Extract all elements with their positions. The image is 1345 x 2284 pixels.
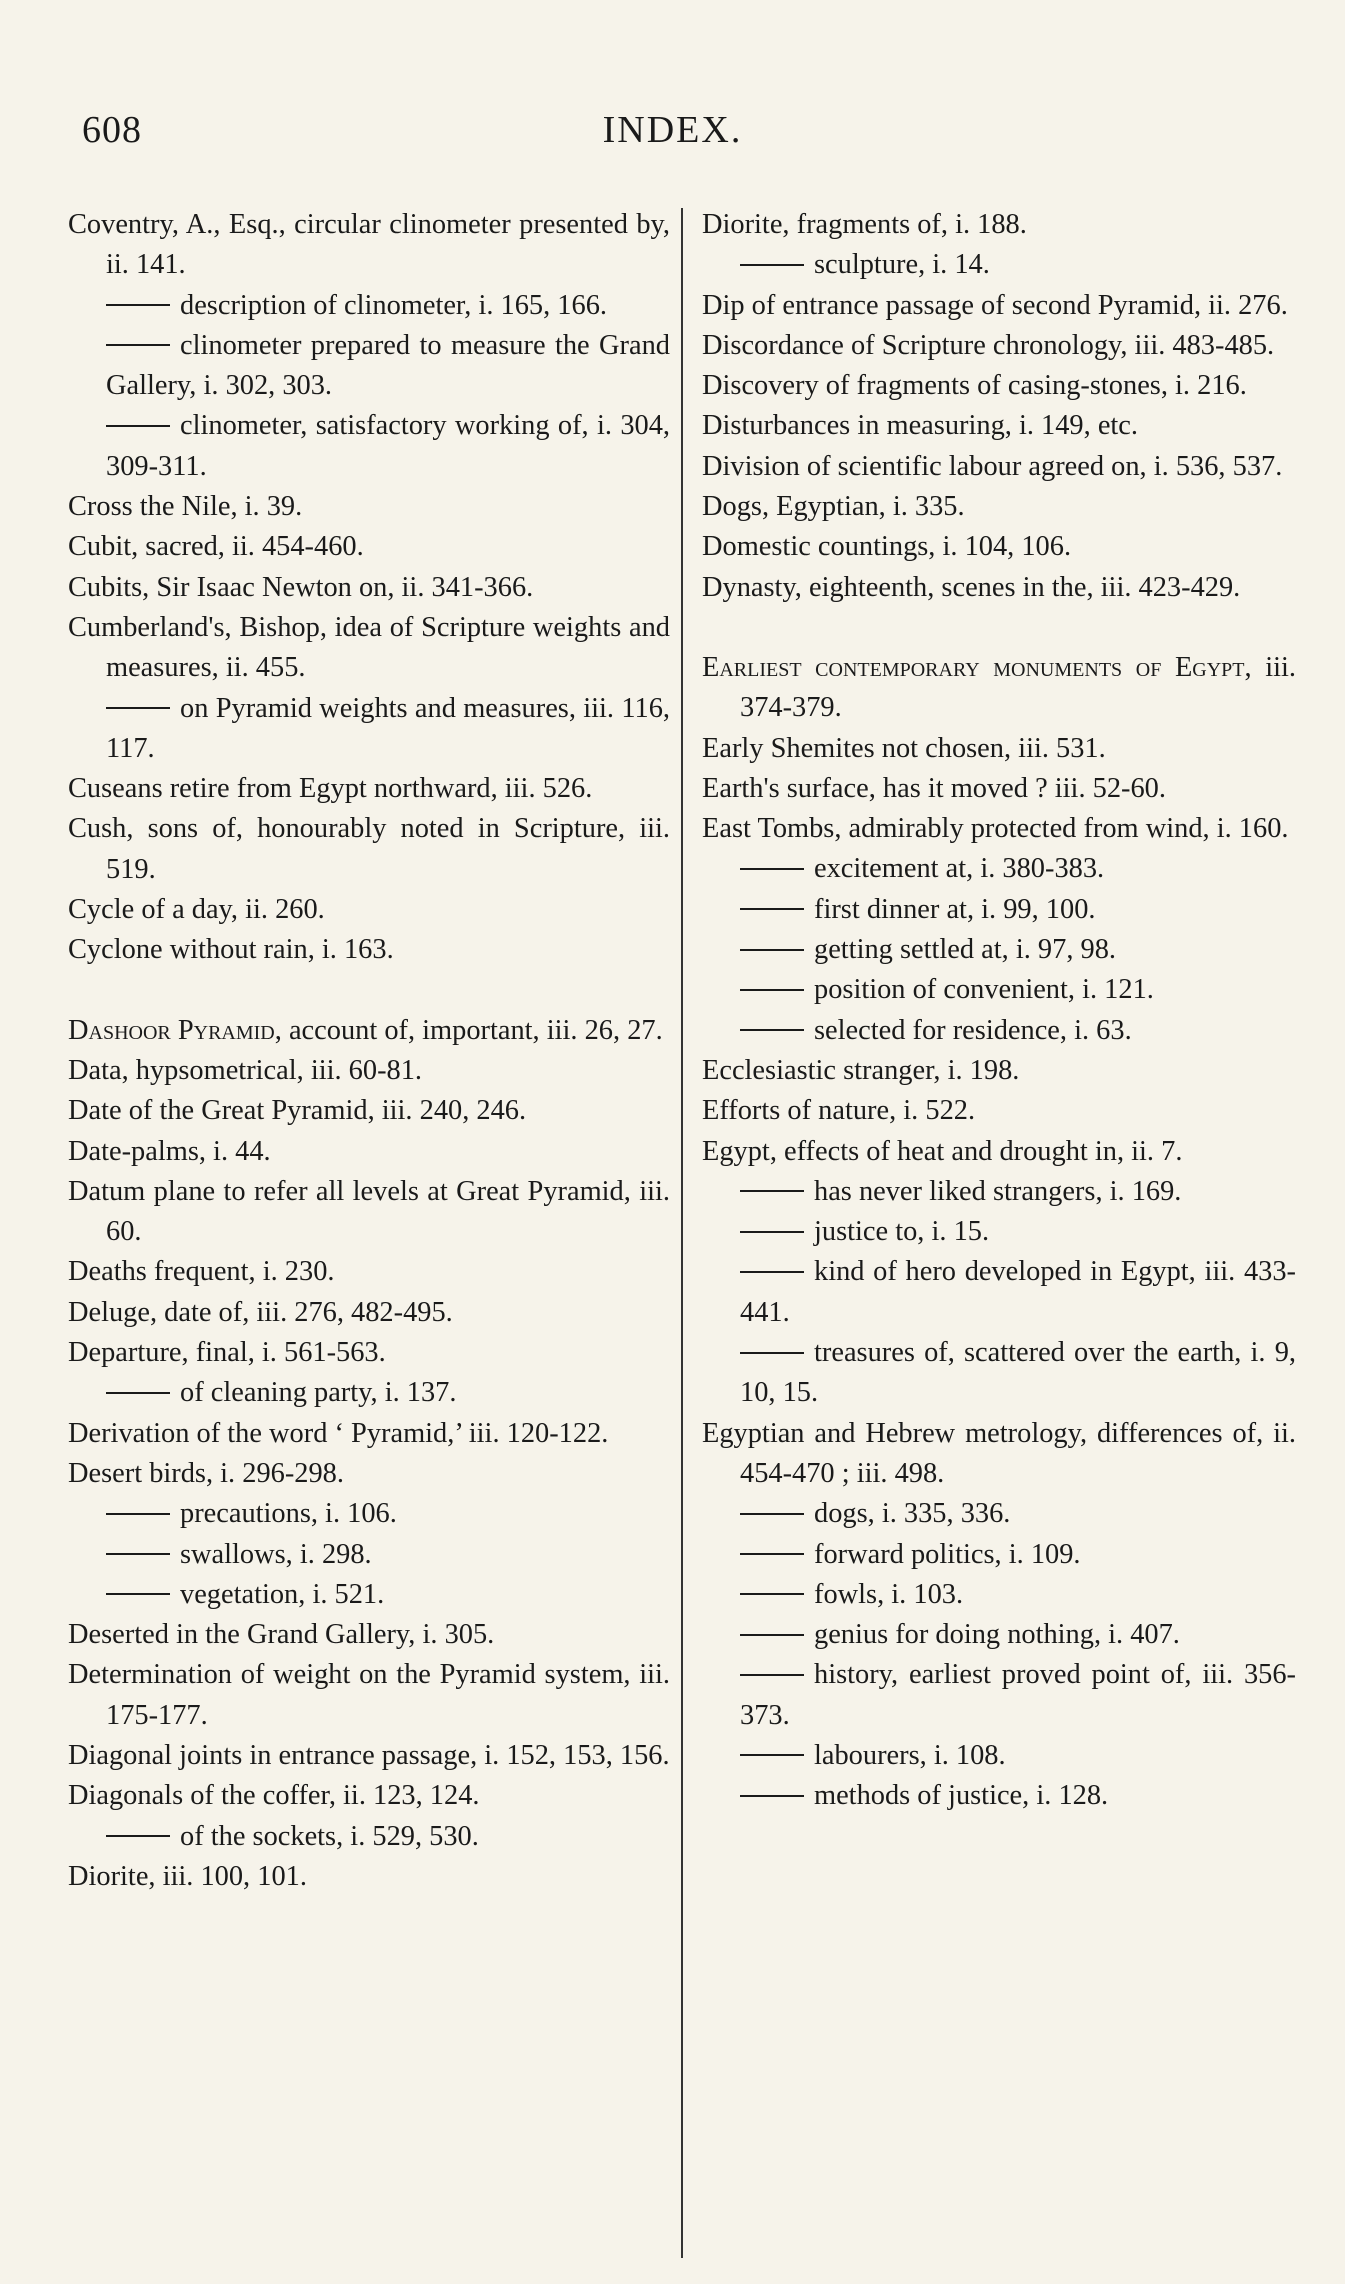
entry-text: Diagonals of the coffer, ii. 123, 124.: [68, 1780, 480, 1812]
index-entry: [702, 648, 1296, 729]
entry-text: of cleaning party, i. 137.: [180, 1377, 457, 1409]
index-subentry: [702, 1655, 1296, 1736]
entry-text: Earth's surface, has it moved ? iii. 52-60.: [702, 772, 1166, 804]
entry-text: Derivation of the word ‘ Pyramid,’ iii. 120-122.: [68, 1417, 609, 1449]
index-entry: [68, 890, 670, 930]
entry-text: methods of justice, i. 128.: [814, 1780, 1109, 1812]
index-subentry: [702, 1494, 1296, 1534]
index-entry: [702, 809, 1296, 849]
index-column-left: [68, 205, 670, 1897]
index-subentry: [68, 1817, 670, 1857]
entry-text: getting settled at, i. 97, 98.: [814, 934, 1116, 966]
ditto-dash: [740, 1674, 804, 1676]
index-entry: [68, 1414, 670, 1454]
index-entry: [702, 769, 1296, 809]
entry-text: Desert birds, i. 296-298.: [68, 1457, 344, 1489]
section-heading-word: Dashoor Pyramid,: [68, 1014, 282, 1046]
entry-text: description of clinometer, i. 165, 166.: [180, 289, 607, 321]
index-subentry: [702, 930, 1296, 970]
entry-text: Diorite, iii. 100, 101.: [68, 1860, 307, 1892]
index-subentry: [702, 1776, 1296, 1816]
entry-text: vegetation, i. 521.: [180, 1578, 385, 1610]
entry-text: history, earliest proved point of, iii. 356-373.: [740, 1659, 1296, 1731]
index-subentry: [702, 970, 1296, 1010]
page-header: [0, 108, 1345, 158]
running-head: INDEX.: [602, 109, 743, 151]
index-subentry: [68, 286, 670, 326]
ditto-dash: [740, 1190, 804, 1192]
entry-text: Early Shemites not chosen, iii. 531.: [702, 732, 1106, 764]
ditto-dash: [740, 1553, 804, 1555]
entry-text: precautions, i. 106.: [180, 1498, 397, 1530]
index-subentry: [702, 1333, 1296, 1414]
index-entry: [68, 205, 670, 286]
ditto-dash: [740, 1513, 804, 1515]
entry-text: labourers, i. 108.: [814, 1739, 1006, 1771]
index-subentry: [68, 689, 670, 770]
index-entry: [702, 406, 1296, 446]
entry-text: genius for doing nothing, i. 407.: [814, 1619, 1180, 1651]
entry-text: fowls, i. 103.: [814, 1578, 964, 1610]
index-subentry: [68, 1494, 670, 1534]
entry-text: Egypt, effects of heat and drought in, ii. 7.: [702, 1135, 1183, 1167]
entry-text: of the sockets, i. 529, 530.: [180, 1820, 479, 1852]
entry-text: Date-palms, i. 44.: [68, 1135, 271, 1167]
index-entry: [68, 1333, 670, 1373]
entry-text: Discovery of fragments of casing-stones, i. 216.: [702, 370, 1247, 402]
index-entry: [702, 447, 1296, 487]
index-entry: [702, 1132, 1296, 1172]
entry-text: Deluge, date of, iii. 276, 482-495.: [68, 1296, 453, 1328]
ditto-dash: [740, 1795, 804, 1797]
entry-text: Efforts of nature, i. 522.: [702, 1095, 976, 1127]
entry-text: Disturbances in measuring, i. 149, etc.: [702, 410, 1139, 442]
index-entry: [68, 1252, 670, 1292]
index-entry: [68, 1454, 670, 1494]
entry-text: East Tombs, admirably protected from wind, i. 160.: [702, 813, 1289, 845]
index-entry: [702, 729, 1296, 769]
index-subentry: [702, 849, 1296, 889]
entry-text: Cuseans retire from Egypt northward, iii. 526.: [68, 773, 593, 805]
index-entry: [68, 527, 670, 567]
entry-text: Cycle of a day, ii. 260.: [68, 894, 325, 926]
index-subentry: [68, 1535, 670, 1575]
index-entry: [702, 487, 1296, 527]
entry-text: Diagonal joints in entrance passage, i. 152, 153, 156.: [68, 1739, 670, 1771]
entry-text: Cross the Nile, i. 39.: [68, 491, 303, 523]
index-subentry: [702, 1615, 1296, 1655]
ditto-dash: [740, 1593, 804, 1595]
entry-text: Cush, sons of, honourably noted in Scripture, iii. 519.: [68, 813, 670, 885]
entry-text: Dogs, Egyptian, i. 335.: [702, 491, 965, 523]
entry-text: first dinner at, i. 99, 100.: [814, 893, 1096, 925]
entry-text: dogs, i. 335, 336.: [814, 1498, 1011, 1530]
index-entry: [702, 527, 1296, 567]
entry-text: Diorite, fragments of, i. 188.: [702, 209, 1027, 240]
index-entry: [68, 809, 670, 890]
section-gap: [68, 971, 670, 1011]
entry-text: Egyptian and Hebrew metrology, differences of, ii. 454-470 ; iii. 498.: [702, 1417, 1296, 1489]
index-subentry: [702, 890, 1296, 930]
entry-text: selected for residence, i. 63.: [814, 1014, 1132, 1046]
index-entry: [68, 1091, 670, 1131]
index-entry: [68, 1776, 670, 1816]
column-divider: [681, 208, 683, 2258]
ditto-dash: [740, 1271, 804, 1273]
ditto-dash: [106, 1593, 170, 1595]
index-entry: [68, 608, 670, 689]
ditto-dash: [740, 1029, 804, 1031]
index-entry: [702, 286, 1296, 326]
entry-text: has never liked strangers, i. 169.: [814, 1175, 1182, 1207]
entry-text: treasures of, scattered over the earth, i. 9, 10, 15.: [740, 1337, 1296, 1409]
index-entry: [702, 1414, 1296, 1495]
index-subentry: [702, 1172, 1296, 1212]
index-entry: [68, 1011, 670, 1051]
entry-text: account of, important, iii. 26, 27.: [281, 1014, 663, 1046]
entry-text: Dip of entrance passage of second Pyramid, ii. 276.: [702, 289, 1288, 321]
ditto-dash: [740, 1754, 804, 1756]
index-subentry: [702, 1252, 1296, 1333]
index-subentry: [702, 1212, 1296, 1252]
entry-text: swallows, i. 298.: [180, 1538, 372, 1570]
index-entry: [68, 930, 670, 970]
entry-text: forward politics, i. 109.: [814, 1538, 1081, 1570]
index-subentry: [702, 1575, 1296, 1615]
entry-text: Dynasty, eighteenth, scenes in the, iii. 423-429.: [702, 571, 1241, 603]
ditto-dash: [106, 1553, 170, 1555]
index-entry: [68, 568, 670, 608]
index-column-right: [702, 205, 1296, 1817]
index-entry: [702, 568, 1296, 608]
entry-text: Division of scientific labour agreed on, i. 536, 537.: [702, 450, 1283, 482]
section-gap: [702, 608, 1296, 648]
entry-text: Datum plane to refer all levels at Great Pyramid, iii. 60.: [68, 1175, 670, 1248]
entry-text: Cumberland's, Bishop, idea of Scripture weights and measures, ii. 455.: [68, 611, 670, 684]
index-entry: [68, 1172, 670, 1253]
index-entry: [68, 769, 670, 809]
index-entry: [68, 1736, 670, 1776]
ditto-dash: [740, 264, 804, 266]
entry-text: Discordance of Scripture chronology, iii. 483-485.: [702, 329, 1275, 361]
page-number: 608: [82, 109, 142, 151]
entry-text: kind of hero developed in Egypt, iii. 433-441.: [740, 1256, 1296, 1328]
ditto-dash: [740, 989, 804, 991]
index-subentry: [702, 1535, 1296, 1575]
ditto-dash: [740, 908, 804, 910]
entry-text: position of convenient, i. 121.: [814, 974, 1154, 1006]
entry-text: Cubit, sacred, ii. 454-460.: [68, 531, 364, 563]
entry-text: Data, hypsometrical, iii. 60-81.: [68, 1054, 423, 1086]
index-subentry: [68, 326, 670, 407]
section-heading-word: Earliest contemporary monuments of Egypt,: [702, 651, 1252, 683]
ditto-dash: [106, 1835, 170, 1837]
index-subentry: [702, 1011, 1296, 1051]
entry-text: Cyclone without rain, i. 163.: [68, 934, 394, 966]
index-entry: [68, 1293, 670, 1333]
entry-text: iii. 374-379.: [740, 651, 1296, 724]
entry-text: on Pyramid weights and measures, iii. 116, 117.: [106, 692, 670, 764]
entry-text: Date of the Great Pyramid, iii. 240, 246.: [68, 1095, 527, 1127]
index-entry: [68, 1132, 670, 1172]
index-entry: [68, 1655, 670, 1736]
entry-text: sculpture, i. 14.: [814, 249, 990, 281]
ditto-dash: [106, 304, 170, 306]
ditto-dash: [740, 1634, 804, 1636]
entry-text: excitement at, i. 380-383.: [814, 853, 1105, 885]
index-entry: [702, 1051, 1296, 1091]
index-entry: [702, 1091, 1296, 1131]
entry-text: clinometer prepared to measure the Grand Gallery, i. 302, 303.: [106, 329, 670, 402]
index-entry: [702, 326, 1296, 366]
entry-text: Domestic countings, i. 104, 106.: [702, 531, 1072, 563]
index-subentry: [68, 1575, 670, 1615]
ditto-dash: [740, 1352, 804, 1354]
ditto-dash: [106, 1513, 170, 1515]
index-entry: [68, 1857, 670, 1897]
ditto-dash: [740, 868, 804, 870]
entry-text: clinometer, satisfactory working of, i. 304, 309-311.: [106, 410, 670, 482]
ditto-dash: [740, 1231, 804, 1233]
index-subentry: [68, 406, 670, 487]
index-entry: [702, 205, 1296, 245]
entry-text: justice to, i. 15.: [814, 1216, 990, 1248]
entry-text: Ecclesiastic stranger, i. 198.: [702, 1054, 1020, 1086]
ditto-dash: [106, 344, 170, 346]
ditto-dash: [106, 1392, 170, 1394]
index-subentry: [68, 1373, 670, 1413]
index-entry: [702, 366, 1296, 406]
index-entry: [68, 1615, 670, 1655]
ditto-dash: [740, 949, 804, 951]
entry-text: Coventry, A., Esq., circular clinometer presented by, ii. 141.: [68, 209, 670, 281]
index-entry: [68, 487, 670, 527]
ditto-dash: [106, 425, 170, 427]
index-subentry: [702, 1736, 1296, 1776]
ditto-dash: [106, 707, 170, 709]
entry-text: Deaths frequent, i. 230.: [68, 1256, 335, 1288]
entry-text: Determination of weight on the Pyramid system, iii. 175-177.: [68, 1659, 670, 1731]
entry-text: Deserted in the Grand Gallery, i. 305.: [68, 1619, 495, 1651]
index-subentry: [702, 245, 1296, 285]
entry-text: Departure, final, i. 561-563.: [68, 1337, 386, 1369]
index-entry: [68, 1051, 670, 1091]
entry-text: Cubits, Sir Isaac Newton on, ii. 341-366.: [68, 571, 534, 603]
